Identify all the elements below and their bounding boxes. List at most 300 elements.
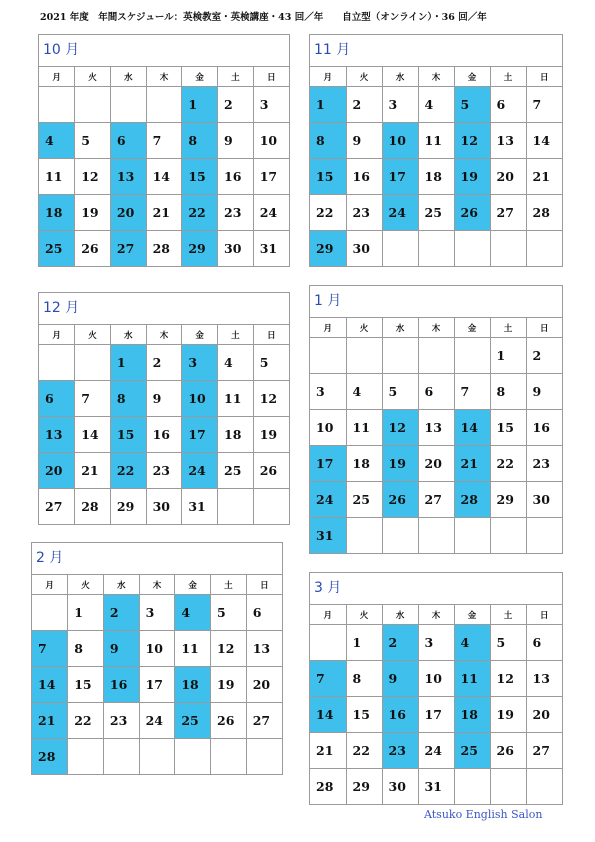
day-cell: 17 [139,667,175,703]
day-cell: 8 [182,123,218,159]
weekday-label: 日 [246,575,282,595]
month-calendar-feb [31,542,283,775]
empty-cell [454,231,490,267]
week-row [310,482,562,518]
weekday-label: 金 [175,575,211,595]
empty-cell [310,625,346,661]
week-row [32,595,282,631]
weekday-label: 日 [253,325,289,345]
empty-cell [382,338,418,374]
weekday-label: 土 [218,325,254,345]
day-cell: 5 [75,123,111,159]
empty-cell [490,231,526,267]
day-cell: 6 [418,374,454,410]
week-row [310,410,562,446]
week-row [310,231,562,267]
day-cell: 4 [218,345,254,381]
weekday-label: 土 [490,318,526,338]
weekday-label: 水 [382,318,418,338]
day-cell: 4 [454,625,490,661]
empty-cell [382,518,418,554]
day-cell: 3 [310,374,346,410]
empty-cell [454,769,490,805]
day-cell: 18 [454,697,490,733]
weekday-label: 土 [490,67,526,87]
day-cell: 26 [454,195,490,231]
day-cell: 22 [110,453,146,489]
day-cell: 14 [526,123,562,159]
day-cell: 29 [310,231,346,267]
week-row [310,87,562,123]
day-cell: 18 [175,667,211,703]
empty-cell [75,87,111,123]
day-cell: 4 [418,87,454,123]
day-cell: 22 [346,733,382,769]
calendar-grid [39,66,289,266]
day-cell: 16 [382,697,418,733]
weekday-label: 金 [454,318,490,338]
empty-cell [346,338,382,374]
day-cell: 1 [310,87,346,123]
day-cell: 11 [418,123,454,159]
day-cell: 31 [418,769,454,805]
day-cell: 2 [382,625,418,661]
weekday-label: 火 [346,67,382,87]
day-cell: 6 [490,87,526,123]
day-cell: 2 [218,87,254,123]
day-cell: 9 [346,123,382,159]
weekday-label: 水 [103,575,139,595]
day-cell: 28 [146,231,182,267]
day-cell: 12 [454,123,490,159]
empty-cell [110,87,146,123]
day-cell: 8 [346,661,382,697]
day-cell: 16 [346,159,382,195]
day-cell: 5 [382,374,418,410]
week-row [39,453,289,489]
day-cell: 16 [218,159,254,195]
day-cell: 2 [346,87,382,123]
day-cell: 20 [110,195,146,231]
day-cell: 16 [103,667,139,703]
day-cell: 18 [39,195,75,231]
day-cell: 24 [382,195,418,231]
week-row [39,159,289,195]
day-cell: 18 [346,446,382,482]
day-cell: 27 [490,195,526,231]
day-cell: 28 [75,489,111,525]
weekday-label: 月 [39,67,75,87]
month-calendar-nov [309,34,563,267]
day-cell: 21 [310,733,346,769]
day-cell: 3 [253,87,289,123]
weekday-label: 水 [382,67,418,87]
day-cell: 30 [382,769,418,805]
calendar-grid [310,317,562,553]
day-cell: 24 [418,733,454,769]
empty-cell [310,338,346,374]
week-row [310,769,562,805]
weekday-label: 木 [139,575,175,595]
month-calendar-jan [309,285,563,554]
day-cell: 13 [110,159,146,195]
weekday-label: 水 [382,605,418,625]
day-cell: 26 [490,733,526,769]
day-cell: 6 [246,595,282,631]
weekday-label: 火 [75,325,111,345]
month-title: 3 月 [314,580,342,596]
day-cell: 11 [39,159,75,195]
day-cell: 8 [110,381,146,417]
day-cell: 1 [110,345,146,381]
day-cell: 1 [68,595,104,631]
day-cell: 12 [211,631,247,667]
day-cell: 26 [253,453,289,489]
weekday-header-row [39,325,289,345]
day-cell: 20 [246,667,282,703]
weekday-label: 月 [310,318,346,338]
day-cell: 7 [146,123,182,159]
day-cell: 12 [490,661,526,697]
week-row [39,195,289,231]
month-calendar-dec [38,292,290,525]
day-cell: 27 [246,703,282,739]
day-cell: 10 [418,661,454,697]
day-cell: 10 [182,381,218,417]
day-cell: 13 [490,123,526,159]
empty-cell [382,231,418,267]
day-cell: 13 [418,410,454,446]
weekday-label: 火 [75,67,111,87]
day-cell: 3 [139,595,175,631]
day-cell: 14 [310,697,346,733]
day-cell: 9 [382,661,418,697]
day-cell: 30 [218,231,254,267]
day-cell: 13 [246,631,282,667]
week-row [310,697,562,733]
week-row [310,374,562,410]
day-cell: 17 [418,697,454,733]
empty-cell [218,489,254,525]
weekday-label: 水 [110,325,146,345]
month-calendar-oct [38,34,290,267]
calendar-grid [39,324,289,524]
weekday-header-row [32,575,282,595]
week-row [310,733,562,769]
day-cell: 18 [418,159,454,195]
weekday-label: 金 [182,325,218,345]
day-cell: 17 [382,159,418,195]
day-cell: 28 [526,195,562,231]
day-cell: 2 [146,345,182,381]
weekday-label: 木 [418,318,454,338]
day-cell: 12 [382,410,418,446]
week-row [310,661,562,697]
day-cell: 29 [110,489,146,525]
day-cell: 18 [218,417,254,453]
day-cell: 25 [175,703,211,739]
day-cell: 24 [253,195,289,231]
week-row [39,231,289,267]
day-cell: 17 [310,446,346,482]
day-cell: 31 [310,518,346,554]
weekday-label: 土 [490,605,526,625]
day-cell: 10 [310,410,346,446]
day-cell: 4 [175,595,211,631]
day-cell: 15 [182,159,218,195]
day-cell: 24 [182,453,218,489]
day-cell: 27 [110,231,146,267]
day-cell: 26 [382,482,418,518]
day-cell: 26 [211,703,247,739]
empty-cell [418,518,454,554]
day-cell: 30 [146,489,182,525]
day-cell: 15 [490,410,526,446]
day-cell: 19 [75,195,111,231]
empty-cell [39,345,75,381]
day-cell: 9 [526,374,562,410]
weekday-label: 月 [310,605,346,625]
weekday-label: 木 [418,67,454,87]
week-row [32,631,282,667]
empty-cell [253,489,289,525]
day-cell: 3 [382,87,418,123]
day-cell: 20 [526,697,562,733]
day-cell: 9 [218,123,254,159]
day-cell: 23 [146,453,182,489]
week-row [310,195,562,231]
day-cell: 23 [218,195,254,231]
day-cell: 29 [490,482,526,518]
day-cell: 24 [139,703,175,739]
weekday-label: 日 [526,318,562,338]
week-row [310,518,562,554]
empty-cell [103,739,139,775]
day-cell: 25 [218,453,254,489]
weekday-header-row [310,605,562,625]
day-cell: 7 [310,661,346,697]
weekday-label: 土 [218,67,254,87]
day-cell: 7 [454,374,490,410]
day-cell: 15 [68,667,104,703]
day-cell: 15 [110,417,146,453]
day-cell: 19 [253,417,289,453]
week-row [39,417,289,453]
day-cell: 5 [253,345,289,381]
day-cell: 4 [39,123,75,159]
day-cell: 25 [346,482,382,518]
weekday-label: 金 [454,67,490,87]
weekday-label: 月 [32,575,68,595]
day-cell: 25 [418,195,454,231]
day-cell: 25 [39,231,75,267]
week-row [310,338,562,374]
day-cell: 8 [68,631,104,667]
day-cell: 31 [253,231,289,267]
day-cell: 13 [39,417,75,453]
empty-cell [75,345,111,381]
day-cell: 5 [490,625,526,661]
empty-cell [418,338,454,374]
day-cell: 15 [310,159,346,195]
empty-cell [418,231,454,267]
weekday-label: 水 [110,67,146,87]
day-cell: 3 [182,345,218,381]
day-cell: 2 [526,338,562,374]
day-cell: 7 [75,381,111,417]
weekday-label: 月 [39,325,75,345]
weekday-label: 土 [211,575,247,595]
day-cell: 8 [310,123,346,159]
week-row [39,489,289,525]
empty-cell [146,87,182,123]
week-row [310,625,562,661]
weekday-label: 日 [526,605,562,625]
empty-cell [454,338,490,374]
day-cell: 21 [526,159,562,195]
footer-brand: Atsuko English Salon [424,808,543,821]
day-cell: 22 [68,703,104,739]
empty-cell [32,595,68,631]
day-cell: 10 [139,631,175,667]
day-cell: 19 [454,159,490,195]
day-cell: 9 [146,381,182,417]
weekday-header-row [310,67,562,87]
weekday-label: 火 [68,575,104,595]
empty-cell [246,739,282,775]
weekday-label: 木 [146,325,182,345]
day-cell: 22 [490,446,526,482]
month-calendar-mar [309,572,563,805]
day-cell: 4 [346,374,382,410]
day-cell: 22 [310,195,346,231]
day-cell: 30 [346,231,382,267]
weekday-label: 日 [253,67,289,87]
day-cell: 12 [75,159,111,195]
empty-cell [175,739,211,775]
day-cell: 31 [182,489,218,525]
weekday-label: 木 [146,67,182,87]
day-cell: 7 [32,631,68,667]
day-cell: 11 [454,661,490,697]
week-row [310,123,562,159]
day-cell: 6 [110,123,146,159]
weekday-label: 金 [182,67,218,87]
day-cell: 1 [346,625,382,661]
weekday-label: 火 [346,318,382,338]
day-cell: 7 [526,87,562,123]
day-cell: 10 [253,123,289,159]
day-cell: 11 [346,410,382,446]
day-cell: 21 [454,446,490,482]
day-cell: 19 [490,697,526,733]
day-cell: 28 [454,482,490,518]
weekday-label: 金 [454,605,490,625]
day-cell: 27 [418,482,454,518]
day-cell: 24 [310,482,346,518]
week-row [32,703,282,739]
calendar-grid [310,66,562,266]
day-cell: 8 [490,374,526,410]
calendar-grid [32,574,282,774]
day-cell: 17 [182,417,218,453]
week-row [39,345,289,381]
day-cell: 16 [526,410,562,446]
day-cell: 21 [75,453,111,489]
empty-cell [526,518,562,554]
day-cell: 1 [182,87,218,123]
day-cell: 29 [182,231,218,267]
day-cell: 30 [526,482,562,518]
day-cell: 1 [490,338,526,374]
month-title: 10 月 [43,42,80,58]
month-title: 1 月 [314,293,342,309]
empty-cell [346,518,382,554]
day-cell: 25 [454,733,490,769]
day-cell: 15 [346,697,382,733]
day-cell: 19 [382,446,418,482]
calendar-grid [310,604,562,804]
empty-cell [454,518,490,554]
day-cell: 20 [39,453,75,489]
weekday-label: 火 [346,605,382,625]
day-cell: 11 [175,631,211,667]
day-cell: 11 [218,381,254,417]
empty-cell [526,769,562,805]
weekday-header-row [39,67,289,87]
month-title: 11 月 [314,42,351,58]
day-cell: 6 [526,625,562,661]
day-cell: 28 [310,769,346,805]
day-cell: 23 [526,446,562,482]
week-row [39,87,289,123]
day-cell: 27 [39,489,75,525]
day-cell: 5 [454,87,490,123]
day-cell: 14 [146,159,182,195]
day-cell: 14 [454,410,490,446]
empty-cell [211,739,247,775]
month-title: 12 月 [43,300,80,316]
day-cell: 19 [211,667,247,703]
day-cell: 23 [382,733,418,769]
day-cell: 17 [253,159,289,195]
day-cell: 5 [211,595,247,631]
page-header: 2021 年度 年間スケジュール：英検教室・英検講座・43 回／年 自立型（オンライン）・36 回／年 [40,12,487,23]
day-cell: 27 [526,733,562,769]
empty-cell [139,739,175,775]
day-cell: 26 [75,231,111,267]
day-cell: 3 [418,625,454,661]
day-cell: 6 [39,381,75,417]
empty-cell [68,739,104,775]
week-row [310,446,562,482]
day-cell: 10 [382,123,418,159]
weekday-label: 木 [418,605,454,625]
day-cell: 14 [75,417,111,453]
day-cell: 21 [32,703,68,739]
month-title: 2 月 [36,550,64,566]
day-cell: 13 [526,661,562,697]
day-cell: 29 [346,769,382,805]
week-row [32,667,282,703]
empty-cell [490,518,526,554]
week-row [32,739,282,775]
day-cell: 9 [103,631,139,667]
weekday-label: 日 [526,67,562,87]
week-row [39,123,289,159]
day-cell: 28 [32,739,68,775]
empty-cell [490,769,526,805]
